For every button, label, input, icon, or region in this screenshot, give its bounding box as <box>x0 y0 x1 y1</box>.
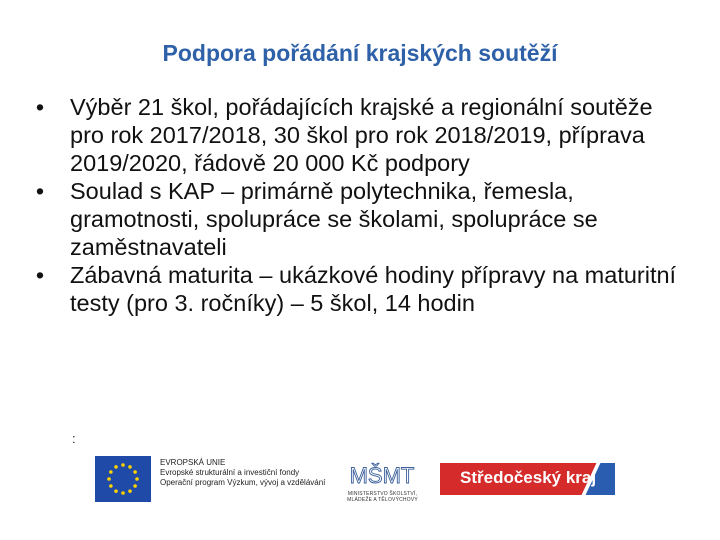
bullet-marker: • <box>35 94 45 120</box>
eu-line: Operační program Výzkum, vývoj a vzdělávání <box>160 478 326 487</box>
msmt-mark-icon <box>345 455 420 491</box>
bullet-list <box>30 93 690 317</box>
eu-star-icon <box>135 477 139 481</box>
bullet-item <box>30 93 690 177</box>
bullet-item <box>30 261 690 317</box>
bullet-text: Soulad s KAP – primárně polytechnika, řemesla, gramotnosti, spolupráce se školami, spolupráce se zaměstnavateli <box>70 178 598 260</box>
msmt-caption <box>345 491 420 503</box>
msmt-caption-line: MLÁDEŽE A TĚLOVÝCHOVY <box>347 497 418 503</box>
bullet-item <box>30 177 690 261</box>
eu-star-icon <box>114 465 118 469</box>
eu-star-icon <box>121 491 125 495</box>
msmt-caption-line: MINISTERSTVO ŠKOLSTVÍ, <box>347 491 418 497</box>
msmt-logo <box>345 455 420 507</box>
bullet-marker: • <box>35 178 45 204</box>
stredocesky-kraj-logo <box>440 463 615 495</box>
msmt-mark: MŠMT <box>349 463 415 488</box>
stray-mark: : <box>72 431 76 446</box>
eu-logo-text <box>160 458 350 488</box>
eu-star-icon <box>121 463 125 467</box>
eu-star-icon <box>133 484 137 488</box>
eu-star-icon <box>114 489 118 493</box>
eu-star-icon <box>133 470 137 474</box>
eu-star-icon <box>109 470 113 474</box>
eu-star-icon <box>128 465 132 469</box>
eu-star-icon <box>128 489 132 493</box>
bullet-text: Výběr 21 škol, pořádajících krajské a regionální soutěže pro rok 2017/2018, 30 škol pro rok 2018/2019, příprava 2019/2020, řádově 20 000 Kč podpory <box>70 94 653 176</box>
slide-title: Podpora pořádání krajských soutěží <box>162 40 558 66</box>
eu-star-icon <box>107 477 111 481</box>
eu-line: Evropské strukturální a investiční fondy <box>160 468 300 477</box>
eu-flag-logo <box>95 456 151 502</box>
eu-line: EVROPSKÁ UNIE <box>160 458 226 467</box>
bullet-marker: • <box>35 262 45 288</box>
bullet-text: Zábavná maturita – ukázkové hodiny přípravy na maturitní testy (pro 3. ročníky) – 5 škol, 14 hodin <box>70 262 677 316</box>
eu-star-icon <box>109 484 113 488</box>
eu-stars-icon <box>95 456 151 502</box>
kraj-label: Středočeský kraj <box>460 468 597 487</box>
